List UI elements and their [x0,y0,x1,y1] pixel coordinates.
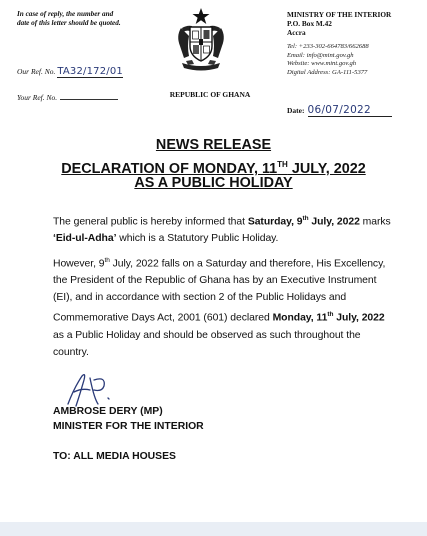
headline-line2-text: DECLARATION OF MONDAY, 11 [61,160,278,177]
website: Website: www.mint.gov.gh [287,60,357,68]
p1-text-2: marks [359,216,391,228]
your-ref-label: Your Ref. No. [17,93,58,102]
p2-text: However, 9 [53,258,105,270]
our-ref-label: Our Ref. No. [17,67,56,76]
headline-line1: NEWS RELEASE [155,137,272,153]
our-ref [17,66,123,78]
p2-sup: th [104,257,110,264]
coat-of-arms-icon [172,6,230,76]
email: Email: info@mint.gov.gh [287,51,354,59]
republic-label: REPUBLIC OF GHANA [169,90,251,99]
your-ref [17,92,118,102]
ministry-address [287,10,422,77]
ministry-name: MINISTRY OF THE INTERIOR [287,10,392,19]
signatory-title: MINISTER FOR THE INTERIOR [53,421,204,432]
p1-bold-date: Saturday, 9 [247,216,303,228]
p1-text: The general public is hereby informed that [53,216,248,228]
date-value: 06/07/2022 [308,104,392,117]
headline-line2-tail: JULY, 2022 [287,160,366,177]
reply-note: In case of reply, the number and date of this letter should be quoted. [17,10,121,27]
p1-bold-year: July, 2022 [308,216,360,228]
digital-address: Digital Address: GA-111-5377 [287,68,368,76]
city: Accra [287,28,306,37]
headline-sup: TH [277,160,288,169]
po-box: P.O. Box M.42 [287,19,332,28]
signatory-name: AMBROSE DERY (MP) [53,406,163,417]
paragraph-1 [53,210,393,247]
p2-bold-date: Monday, 11 [272,312,328,324]
tel: Tel: +233-302-664783/662688 [287,43,369,50]
paragraph-2 [53,252,393,361]
p1-text-3: which is a Statutory Public Holiday. [116,233,279,245]
date-label: Date: [287,106,305,115]
your-ref-blank [60,92,118,100]
p2-sup-2: th [327,311,334,319]
our-ref-value: TA32/172/01 [57,66,123,77]
contact-block [287,43,422,77]
p2-text-2: July, 2022 falls on a Saturday and therefore, His Excellency, the President of the Republic of Ghana has by an Executive Instrument (EI), and in accordance with section 2 of the Public Holidays and Commemorative Days Act, 2001 (601) declared [53,258,386,324]
headline-line3: AS A PUBLIC HOLIDAY [134,175,293,191]
date-line [287,104,392,117]
p2-text-3: as a Public Holiday and should be observed as such throughout the country. [53,329,361,358]
p2-bold-year: July, 2022 [333,312,385,324]
recipients: TO: ALL MEDIA HOUSES [53,451,176,462]
p1-sup: th [302,215,309,222]
p1-bold-holiday: ‘Eid-ul-Adha’ [53,233,117,245]
